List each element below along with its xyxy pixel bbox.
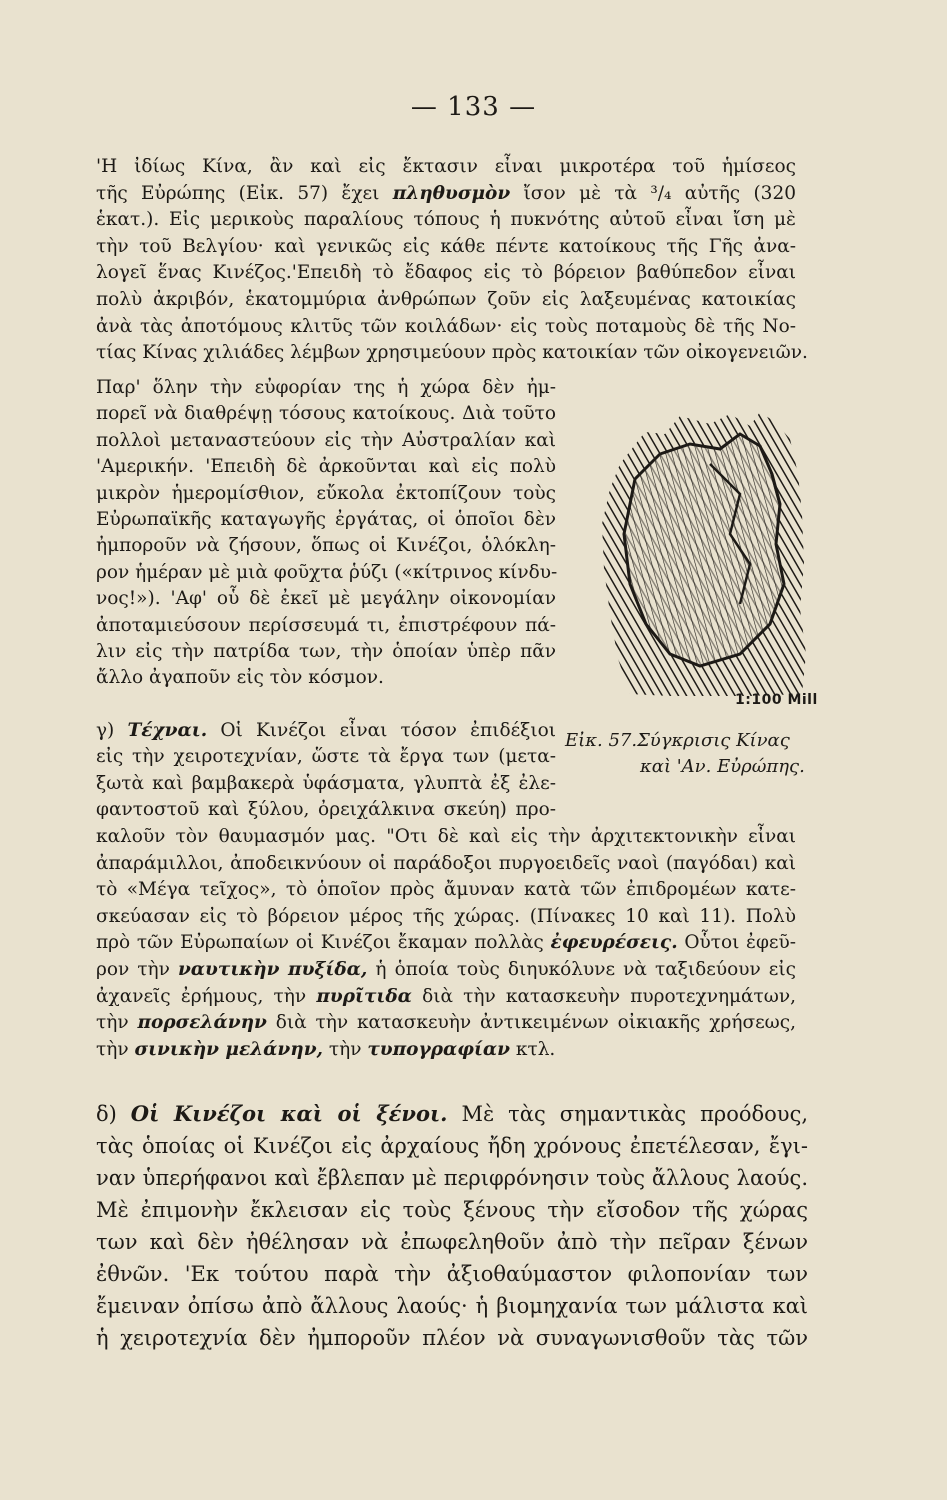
text-line xyxy=(96,744,556,770)
text-span: διὰ τὴν κατασκευὴν ἀντικειμένων οἰκιακῆς χρήσεως, xyxy=(266,1012,796,1034)
text-line xyxy=(96,718,556,744)
text-span: ἡ ὁποία τοὺς διηυκόλυνε νὰ ταξιδεύουν εἰς xyxy=(367,959,796,980)
text-span: τὴν xyxy=(323,1038,368,1060)
text-line xyxy=(96,1323,808,1353)
text-span: Οὗτοι ἐφεῦ- xyxy=(677,932,796,954)
text-line xyxy=(96,771,556,797)
text-line: πορεῖ νὰ διαθρέψῃ τόσους κατοίκους. Διὰ τοῦτο xyxy=(96,403,556,425)
text-span: καλοῦν τὸν θαυμασμόν μας. "Οτι δὲ καὶ εἰς τὴν ἀρχιτεκτονικὴν εἶναι xyxy=(96,826,796,847)
figure-caption-line-1: Εἰκ. 57.Σύγκρισις Κίνας xyxy=(565,730,790,751)
text-span: ρον τὴν xyxy=(96,959,178,980)
text-line xyxy=(96,260,796,286)
text-span: των καὶ δὲν ἠθέλησαν νὰ ἐπωφεληθοῦν ἀπὸ τὴν πεῖραν ξένων xyxy=(96,1230,808,1254)
text-span: ἀχανεῖς ἐρήμους, τὴν xyxy=(96,985,317,1007)
text-span: ξωτὰ καὶ βαμβακερὰ ὑφάσματα, γλυπτὰ ἐξ ἐλε- xyxy=(96,772,556,794)
text-span: τὸ «Μέγα τεῖχος», τὸ ὁποῖον πρὸς ἄμυναν κατὰ τῶν ἐπιδρομέων κατε- xyxy=(96,879,796,901)
text-line xyxy=(96,851,796,877)
map-scale-label: 1:100 Mill xyxy=(735,692,818,708)
text-line xyxy=(96,154,796,180)
text-span: ἔμειναν ὀπίσω ἀπὸ ἄλλους λαούς· ἡ βιομηχανία των μάλιστα καὶ xyxy=(96,1294,808,1318)
text-span: ἑκατ.). Εἰς μερικοὺς παραλίους τόπους ἡ πυκνότης αὐτοῦ εἶναι ἴση μὲ xyxy=(96,209,796,231)
emphasized-term: σινικὴν μελάνην, xyxy=(134,1038,323,1060)
emphasized-term: ἐφευρέσεις. xyxy=(550,932,678,954)
text-line xyxy=(96,1131,808,1161)
text-line xyxy=(96,797,556,823)
text-line xyxy=(96,1291,808,1321)
text-line: νος!»). 'Αφ' οὗ δὲ ἐκεῖ μὲ μεγάλην οἰκονομίαν xyxy=(96,588,556,610)
text-line: ἀποταμιεύσουν περίσσευμά τι, ἐπιστρέφουν πά- xyxy=(96,614,556,636)
text-line: Παρ' ὅλην τὴν εὐφορίαν της ἡ χώρα δὲν ἠμ- xyxy=(96,377,556,398)
text-line xyxy=(96,234,796,260)
text-line: 'Αμερικήν. 'Επειδὴ δὲ ἀρκοῦνται καὶ εἰς πολὺ xyxy=(96,456,556,478)
comparison-map-illustration xyxy=(590,404,820,714)
text-line xyxy=(96,877,796,903)
text-line xyxy=(96,314,796,340)
text-line xyxy=(96,984,796,1010)
text-span: 'Η ἰδίως Κίνα, ἂν καὶ εἰς ἔκτασιν εἶναι μικροτέρα τοῦ ἡμίσεος xyxy=(96,156,796,177)
emphasized-term: ναυτικὴν πυξίδα, xyxy=(177,959,368,980)
text-line xyxy=(96,287,796,313)
text-span: πρὸ τῶν Εὐρωπαίων οἱ Κινέζοι ἔκαμαν πολλὰς xyxy=(96,932,551,954)
text-span: σκεύασαν εἰς τὸ βόρειον μέρος τῆς χώρας. (Πίνακες 10 καὶ 11). Πολὺ xyxy=(96,905,796,927)
page-number: — 133 — xyxy=(410,92,537,122)
text-span: ἀνὰ τὰς ἀποτόμους κλιτῦς τῶν κοιλάδων· εἰς τοὺς ποταμοὺς δὲ τῆς Νο- xyxy=(96,315,796,337)
text-span: φαντοστοῦ καὶ ξύλου, ὀρειχάλκινα σκεύη) προ- xyxy=(96,799,556,821)
text-span: δ) xyxy=(96,1102,131,1126)
text-span: πολὺ ἀκριβόν, ἑκατομμύρια ἀνθρώπων ζοῦν εἰς λαξευμένας κατοικίας xyxy=(96,289,796,310)
text-span: γ) xyxy=(96,720,128,741)
text-line: ρον ἡμέραν μὲ μιὰ φοῦχτα ῥύζι («κίτρινος κίνδυ- xyxy=(96,561,558,583)
text-line: μικρὸν ἡμερομίσθιον, εὔκολα ἐκτοπίζουν τοὺς xyxy=(96,482,556,504)
text-line xyxy=(96,824,796,850)
emphasized-term: Οἱ Κινέζοι καὶ οἱ ξένοι. xyxy=(130,1101,448,1126)
text-line xyxy=(96,1195,808,1225)
text-line xyxy=(96,1099,808,1129)
map-figure-china-europe xyxy=(590,404,820,714)
text-span: τὰς ὁποίας οἱ Κινέζοι εἰς ἀρχαίους ἤδη χρόνους ἐπετέλεσαν, ἔγι- xyxy=(96,1134,808,1158)
text-span: εἰς τὴν χειροτεχνίαν, ὥστε τὰ ἔργα των (μετα- xyxy=(96,746,556,768)
text-span: Μὲ τὰς σημαντικὰς προόδους, xyxy=(447,1102,809,1126)
text-span: ἴσον μὲ τὰ ³/₄ αὐτῆς (320 xyxy=(510,182,796,204)
text-span: λογεῖ ἕνας Κινέζος.'Επειδὴ τὸ ἔδαφος εἰς τὸ βόρειον βαθύπεδον εἶναι xyxy=(96,262,796,284)
text-span: τὴν xyxy=(96,1012,138,1034)
emphasized-term: πυρῖτιδα xyxy=(316,985,412,1007)
text-line: Εὐρωπαϊκῆς καταγωγῆς ἐργάτας, οἱ ὁποῖοι δὲν xyxy=(96,509,556,530)
text-span: τὴν xyxy=(96,1038,135,1060)
text-line xyxy=(96,957,796,983)
text-span: Οἱ Κινέζοι εἶναι τόσον ἐπιδέξιοι xyxy=(207,720,557,741)
text-span: ἀπαράμιλλοι, ἀποδεικνύουν οἱ παράδοξοι πυργοειδεῖς ναοὶ (παγόδαι) καὶ xyxy=(96,852,796,874)
text-line xyxy=(96,1010,796,1036)
text-line xyxy=(96,1259,808,1289)
text-line xyxy=(96,1227,808,1257)
text-line: λιν εἰς τὴν πατρίδα των, τὴν ὁποίαν ὑπὲρ πᾶν xyxy=(96,641,556,662)
text-line xyxy=(96,1163,808,1193)
text-span: τίας Κίνας χιλιάδες λέμβων χρησιμεύουν πρὸς κατοικίαν τῶν οἰκογενειῶν. xyxy=(96,342,808,364)
emphasized-term: πληθυσμὸν xyxy=(392,182,511,204)
text-line: ἄλλο ἀγαποῦν εἰς τὸν κόσμον. xyxy=(96,667,384,689)
text-line xyxy=(96,904,796,930)
figure-caption-line-2: καὶ 'Αν. Εὐρώπης. xyxy=(640,756,805,777)
text-span: ναν ὑπερήφανοι καὶ ἔβλεπαν μὲ περιφρόνησιν τοὺς ἄλλους λαούς. xyxy=(96,1166,808,1190)
text-span: κτλ. xyxy=(510,1038,556,1060)
text-span: ἡ χειροτεχνία δὲν ἠμποροῦν πλέον νὰ συναγωνισθοῦν τὰς τῶν xyxy=(96,1326,808,1350)
text-line xyxy=(96,207,796,233)
emphasized-term: Τέχναι. xyxy=(127,720,208,741)
text-line xyxy=(96,930,796,956)
text-line xyxy=(96,1037,796,1063)
text-span: ἐθνῶν. 'Εκ τούτου παρὰ τὴν ἀξιοθαύμαστον φιλοπονίαν των xyxy=(96,1262,808,1286)
emphasized-term: πορσελάνην xyxy=(137,1012,267,1034)
emphasized-term: τυπογραφίαν xyxy=(367,1038,511,1060)
text-line: ἠμποροῦν νὰ ζήσουν, ὅπως οἱ Κινέζοι, ὁλόκλη- xyxy=(96,535,556,557)
text-span: Μὲ ἐπιμονὴν ἔκλεισαν εἰς τοὺς ξένους τὴν εἴσοδον τῆς χώρας xyxy=(96,1198,808,1222)
text-span: διὰ τὴν κατασκευὴν πυροτεχνημάτων, xyxy=(411,985,796,1007)
text-span: τῆς Εὐρώπης (Εἰκ. 57) ἔχει xyxy=(96,182,393,204)
text-line xyxy=(96,181,796,207)
text-line: πολλοὶ μεταναστεύουν εἰς τὴν Αὐστραλίαν καὶ xyxy=(96,429,556,451)
text-span: τὴν τοῦ Βελγίου· καὶ γενικῶς εἰς κάθε πέντε κατοίκους τῆς Γῆς ἀνα- xyxy=(96,235,796,257)
text-line xyxy=(96,340,808,366)
